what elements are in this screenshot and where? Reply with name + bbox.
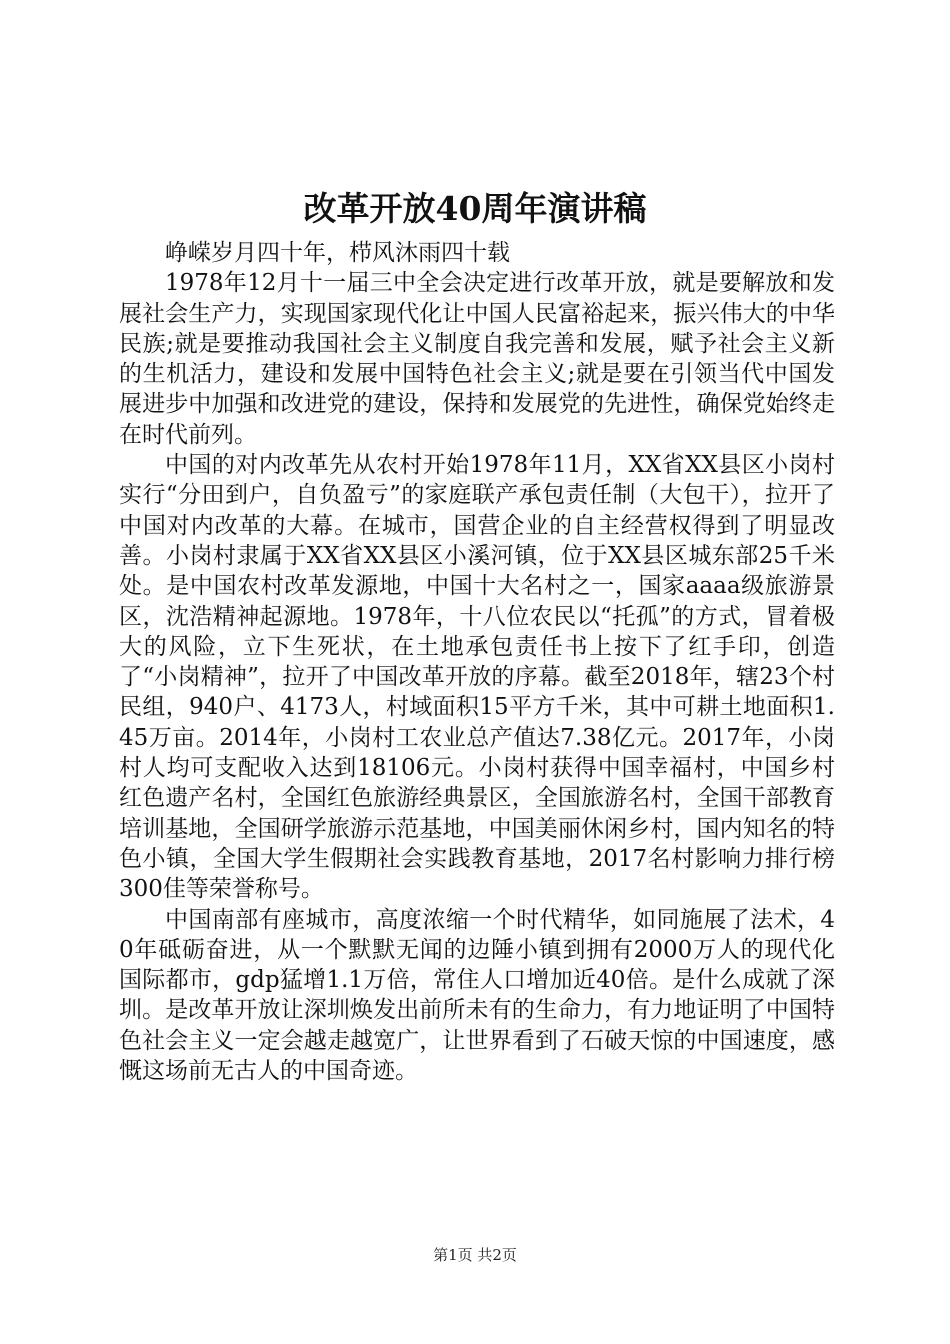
paragraph-subtitle: 峥嵘岁月四十年，栉风沐雨四十载: [165, 240, 510, 266]
page-number-footer: 第1页 共2页: [433, 1246, 517, 1264]
paragraph-xiaogang-village: 中国的对内改革先从农村开始1978年11月，XX省XX县区小岗村实行“分田到户，自负盈亏”的家庭联产承包责任制（大包干），拉开了中国对内改革的大幕。在城市，国营企业的自主经营权得到了明显改善。小岗村隶属于XX省XX县区小溪河镇，位于XX县区城东部25千米处。是中国农村改革发源地，中国十大名村之一，国家aaaa级旅游景区，沈浩精神起源地。1978年，十八位农民以“托孤”的方式，冒着极大的风险，立下生死状，在土地承包责任书上按下了红手印，创造了“小岗精神”，拉开了中国改革开放的序幕。截至2018年，辖23个村民组，940户、4173人，村域面积15平方千米，其中可耕土地面积1.45万亩。2014年，小岗村工农业总产值达7.38亿元。2017年，小岗村人均可支配收入达到18106元。小岗村获得中国幸福村，中国乡村红色遗产名村，全国红色旅游经典景区，全国旅游名村，全国干部教育培训基地，全国研学旅游示范基地，中国美丽休闲乡村，国内知名的特色小镇，全国大学生假期社会实践教育基地，2017名村影响力排行榜300佳等荣誉称号。: [119, 452, 835, 903]
paragraph-shenzhen: 中国南部有座城市，高度浓缩一个时代精华，如同施展了法术，40年砥砺奋进，从一个默默无闻的边陲小镇到拥有2000万人的现代化国际都市，gdp猛增1.1万倍，常住人口增加近40倍。是什么成就了深圳。是改革开放让深圳焕发出前所未有的生命力，有力地证明了中国特色社会主义一定会越走越宽广，让世界看到了石破天惊的中国速度，感慨这场前无古人的中国奇迹。: [119, 906, 835, 1085]
document-body: [119, 238, 835, 1086]
paragraph-reform-decision: 1978年12月十一届三中全会决定进行改革开放，就是要解放和发展社会生产力，实现国家现代化让中国人民富裕起来，振兴伟大的中华民族;就是要推动我国社会主义制度自我完善和发展，赋予社会主义新的生机活力，建设和发展中国特色社会主义;就是要在引领当代中国发展进步中加强和改进党的建设，保持和发展党的先进性，确保党始终走在时代前列。: [119, 270, 835, 448]
document-title: 改革开放40周年演讲稿: [303, 189, 647, 228]
